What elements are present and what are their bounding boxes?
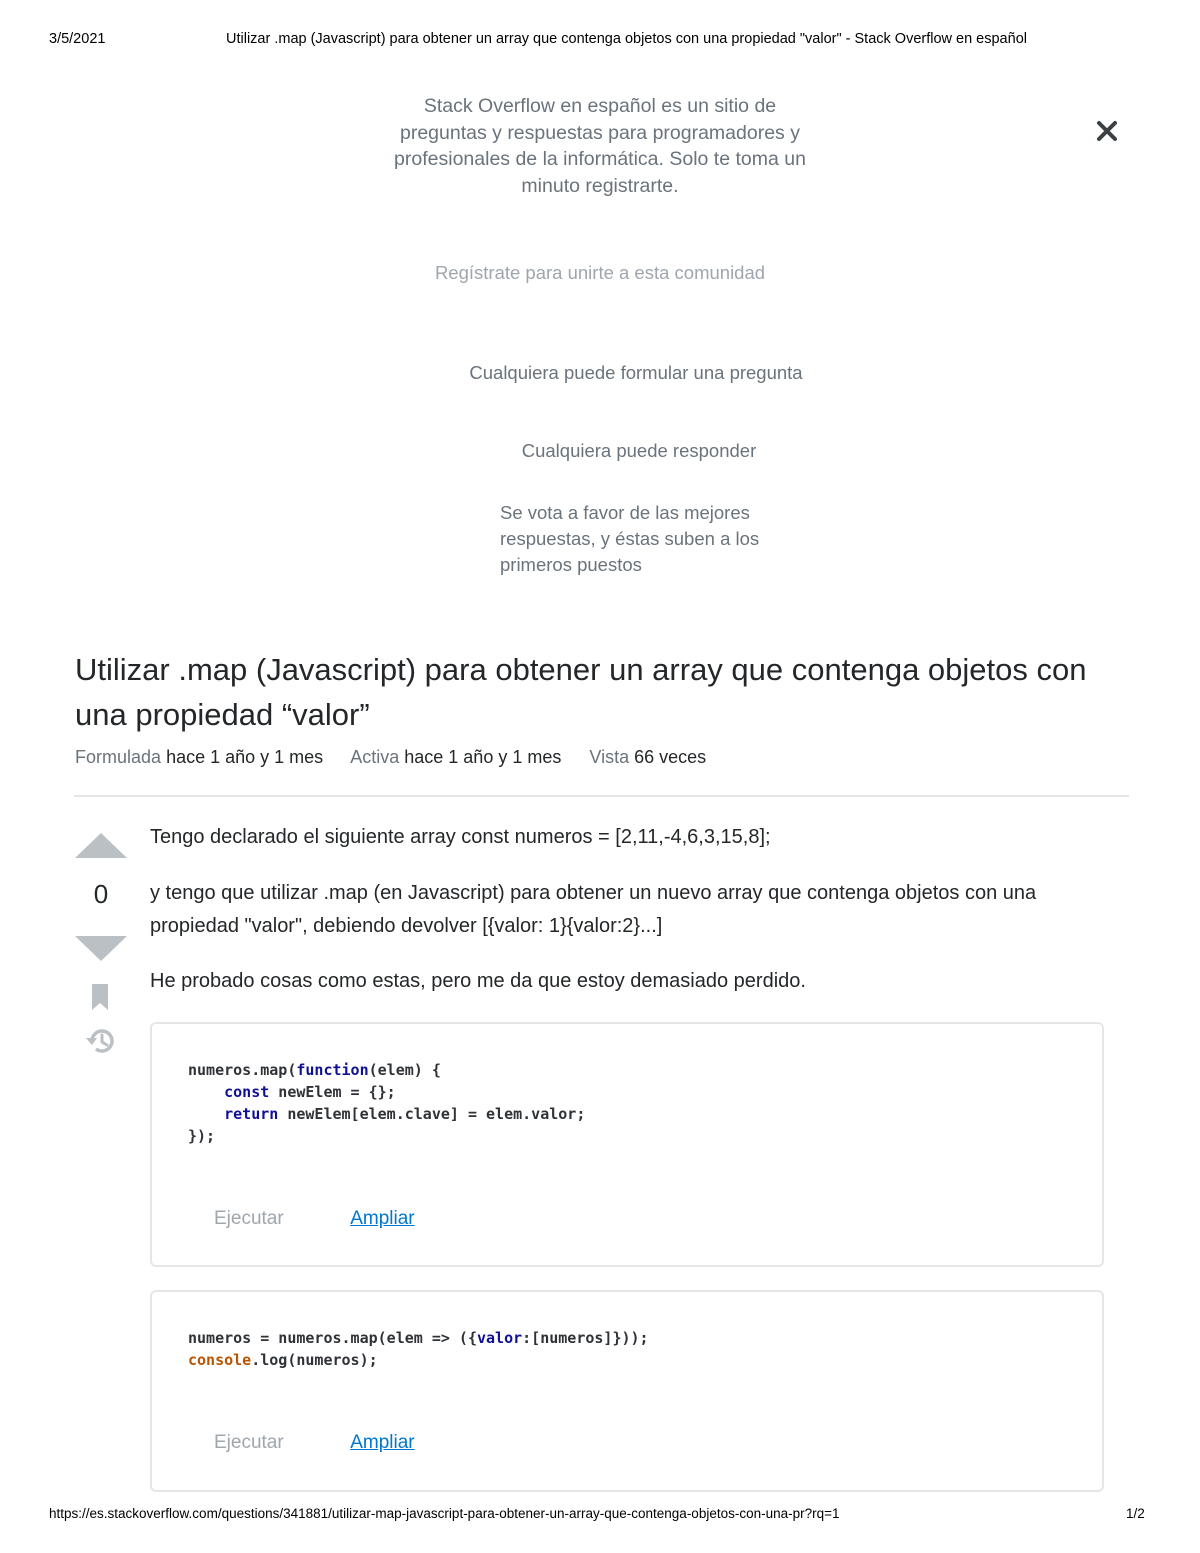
code-token: const <box>224 1083 270 1101</box>
print-page-number: 1/2 <box>1126 1506 1145 1521</box>
code-token: valor <box>476 1329 523 1347</box>
downvote-icon[interactable] <box>74 935 128 963</box>
signup-banner-text: Stack Overflow en español es un sitio de preguntas y respuestas para programadores y profesionales de la informática. Solo te toma un minuto registrarte. <box>394 95 806 197</box>
code-snippet <box>150 1022 1104 1267</box>
asked-label: Formulada <box>75 747 162 767</box>
code-token: :[numeros]})); <box>522 1329 649 1347</box>
print-date: 3/5/2021 <box>49 31 106 47</box>
vote-count: 0 <box>93 879 109 909</box>
viewed-label: Vista <box>589 747 630 767</box>
active-value[interactable]: hace 1 año y 1 mes <box>404 747 562 767</box>
code-token: return <box>224 1105 279 1123</box>
header-divider <box>74 795 1129 797</box>
post-paragraph: y tengo que utilizar .map (en Javascript) para obtener un nuevo array que contenga objetos con una propiedad "valor", debiendo devolver [{valor: 1}{valor:2}...] <box>150 882 1037 937</box>
question-meta <box>75 747 706 768</box>
question-title[interactable]: Utilizar .map (Javascript) para obtener un array que contenga objetos con una propiedad “valor” <box>75 652 1087 732</box>
code-token: (elem) { <box>368 1061 441 1079</box>
code-token: newElem[elem.clave] = elem.valor; }); <box>188 1105 586 1145</box>
code-token: newElem = {}; <box>278 1083 396 1101</box>
run-snippet-button[interactable]: Ejecutar <box>214 1208 284 1229</box>
code-snippet <box>150 1290 1104 1492</box>
feature-answer: Cualquiera puede responder <box>521 440 757 461</box>
viewed-value: 66 veces <box>634 747 707 767</box>
code-token: numeros = numeros.map(elem => ({ <box>188 1329 477 1347</box>
upvote-icon[interactable] <box>74 831 128 859</box>
code-token: console <box>188 1351 252 1369</box>
feature-vote: Se vota a favor de las mejores respuestas, y éstas suben a los primeros puestos <box>500 502 760 575</box>
run-snippet-button[interactable]: Ejecutar <box>214 1432 284 1453</box>
signup-link[interactable]: Regístrate para unirte a esta comunidad <box>434 262 766 283</box>
expand-snippet-link[interactable]: Ampliar <box>350 1432 415 1453</box>
active-label: Activa <box>350 747 400 767</box>
history-icon[interactable] <box>84 1024 118 1058</box>
expand-snippet-link[interactable]: Ampliar <box>350 1208 415 1229</box>
snippet-code <box>188 1327 649 1371</box>
print-page-title: Utilizar .map (Javascript) para obtener un array que contenga objetos con una propiedad "valor" - Stack Overflow en español <box>226 31 1027 47</box>
post-paragraph: Tengo declarado el siguiente array const numeros = [2,11,-4,6,3,15,8]; <box>150 826 771 848</box>
print-url: https://es.stackoverflow.com/questions/341881/utilizar-map-javascript-para-obtener-un-array-que-contenga-objetos-con-una-pr?rq=1 <box>49 1506 840 1521</box>
close-icon[interactable] <box>1090 114 1124 148</box>
code-token: function <box>296 1061 369 1079</box>
code-token: numeros.map( <box>188 1061 297 1079</box>
snippet-code <box>188 1059 585 1147</box>
post-paragraph: He probado cosas como estas, pero me da que estoy demasiado perdido. <box>150 970 806 992</box>
feature-ask: Cualquiera puede formular una pregunta <box>469 362 803 383</box>
asked-value: hace 1 año y 1 mes <box>166 747 324 767</box>
code-token: .log(numeros); <box>251 1351 378 1369</box>
bookmark-icon[interactable] <box>88 982 112 1012</box>
